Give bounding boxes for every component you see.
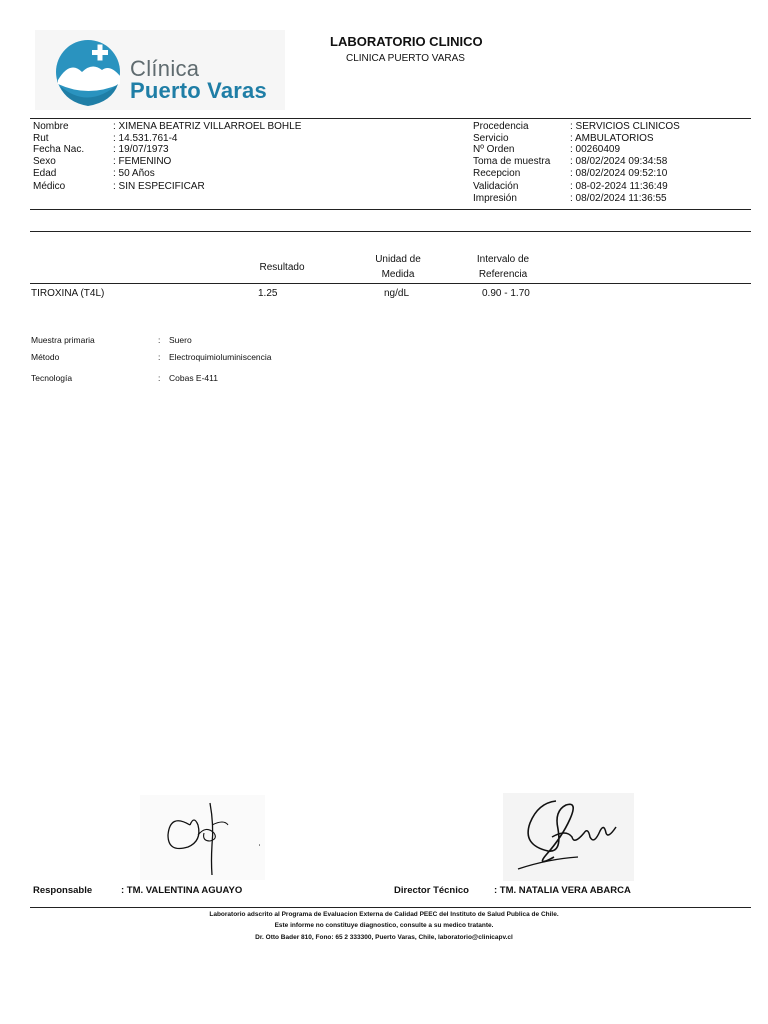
- value-metodo: Electroquimioluminiscencia: [169, 352, 272, 362]
- value-validacion: : 08-02-2024 11:36:49: [570, 181, 668, 192]
- label-medico: Médico: [33, 181, 66, 192]
- header-intervalo: [463, 252, 543, 282]
- sep-tecnologia: :: [158, 373, 161, 383]
- logo-text-puerto-varas: Puerto Varas: [130, 78, 267, 103]
- signature-director-icon: [508, 793, 632, 881]
- signature-responsable-icon: [150, 795, 260, 880]
- lab-title: LABORATORIO CLINICO: [330, 34, 483, 49]
- logo-text-clinica: Clínica: [130, 56, 200, 81]
- value-medico: : SIN ESPECIFICAR: [113, 181, 205, 192]
- value-responsable: : TM. VALENTINA AGUAYO: [121, 885, 243, 896]
- label-sexo: Sexo: [33, 156, 56, 167]
- divider-info-bottom: [30, 209, 751, 210]
- lab-subtitle: CLINICA PUERTO VARAS: [346, 53, 465, 64]
- label-n-orden: Nº Orden: [473, 144, 515, 155]
- label-metodo: Método: [31, 352, 60, 362]
- label-fecha-nac: Fecha Nac.: [33, 144, 85, 155]
- header-intervalo-line2: Referencia: [478, 269, 528, 280]
- value-servicio: : AMBULATORIOS: [570, 133, 654, 144]
- label-nombre: Nombre: [33, 121, 69, 132]
- result-range: 0.90 - 1.70: [482, 288, 530, 299]
- header-unidad-line1: Unidad de: [375, 254, 421, 265]
- clinic-logo-icon: [52, 40, 124, 108]
- label-muestra-primaria: Muestra primaria: [31, 335, 95, 345]
- value-n-orden: : 00260409: [570, 144, 621, 155]
- divider-table-top: [30, 231, 751, 232]
- header-unidad: [360, 252, 436, 282]
- value-toma-muestra: : 08/02/2024 09:34:58: [570, 156, 668, 167]
- header-intervalo-line1: Intervalo de: [476, 254, 530, 265]
- label-responsable: Responsable: [33, 885, 93, 896]
- value-recepcion: : 08/02/2024 09:52:10: [570, 168, 668, 179]
- value-fecha-nac: : 19/07/1973: [113, 144, 169, 155]
- label-impresion: Impresión: [473, 193, 517, 204]
- value-rut: : 14.531.761-4: [113, 133, 178, 144]
- label-servicio: Servicio: [473, 133, 509, 144]
- label-rut: Rut: [33, 133, 49, 144]
- result-test-name: TIROXINA (T4L): [31, 288, 105, 299]
- header-unidad-line2: Medida: [381, 269, 415, 280]
- label-validacion: Validación: [473, 181, 519, 192]
- value-muestra-primaria: Suero: [169, 335, 192, 345]
- value-impresion: : 08/02/2024 11:36:55: [570, 193, 667, 204]
- divider-top: [30, 118, 751, 119]
- sep-metodo: :: [158, 352, 161, 362]
- value-procedencia: : SERVICIOS CLINICOS: [570, 121, 680, 132]
- label-tecnologia: Tecnología: [31, 373, 73, 383]
- label-recepcion: Recepcion: [473, 168, 521, 179]
- label-director-tecnico: Director Técnico: [394, 885, 469, 896]
- result-unit: ng/dL: [384, 288, 410, 299]
- header-resultado: Resultado: [259, 262, 305, 273]
- footer-line2: Este informe no constituye diagnostico, consulte a su medico tratante.: [274, 922, 494, 929]
- label-toma-muestra: Toma de muestra: [473, 156, 551, 167]
- value-sexo: : FEMENINO: [113, 156, 172, 167]
- result-value: 1.25: [258, 288, 278, 299]
- value-edad: : 50 Años: [113, 168, 155, 179]
- divider-footer: [30, 907, 751, 908]
- value-director-tecnico: : TM. NATALIA VERA ABARCA: [494, 885, 631, 896]
- divider-table-header: [30, 283, 751, 284]
- footer-line3: Dr. Otto Bader 810, Fono: 65 2 333300, Puerto Varas, Chile, laboratorio@clinicapv.cl: [255, 934, 513, 941]
- label-procedencia: Procedencia: [473, 121, 529, 132]
- footer-line1: Laboratorio adscrito al Programa de Evaluacion Externa de Calidad PEEC del Instituto de Salud Publica de Chile.: [209, 911, 559, 918]
- value-nombre: : XIMENA BEATRIZ VILLARROEL BOHLE: [113, 121, 302, 132]
- value-tecnologia: Cobas E-411: [169, 373, 218, 383]
- label-edad: Edad: [33, 168, 57, 179]
- sep-muestra-primaria: :: [158, 335, 161, 345]
